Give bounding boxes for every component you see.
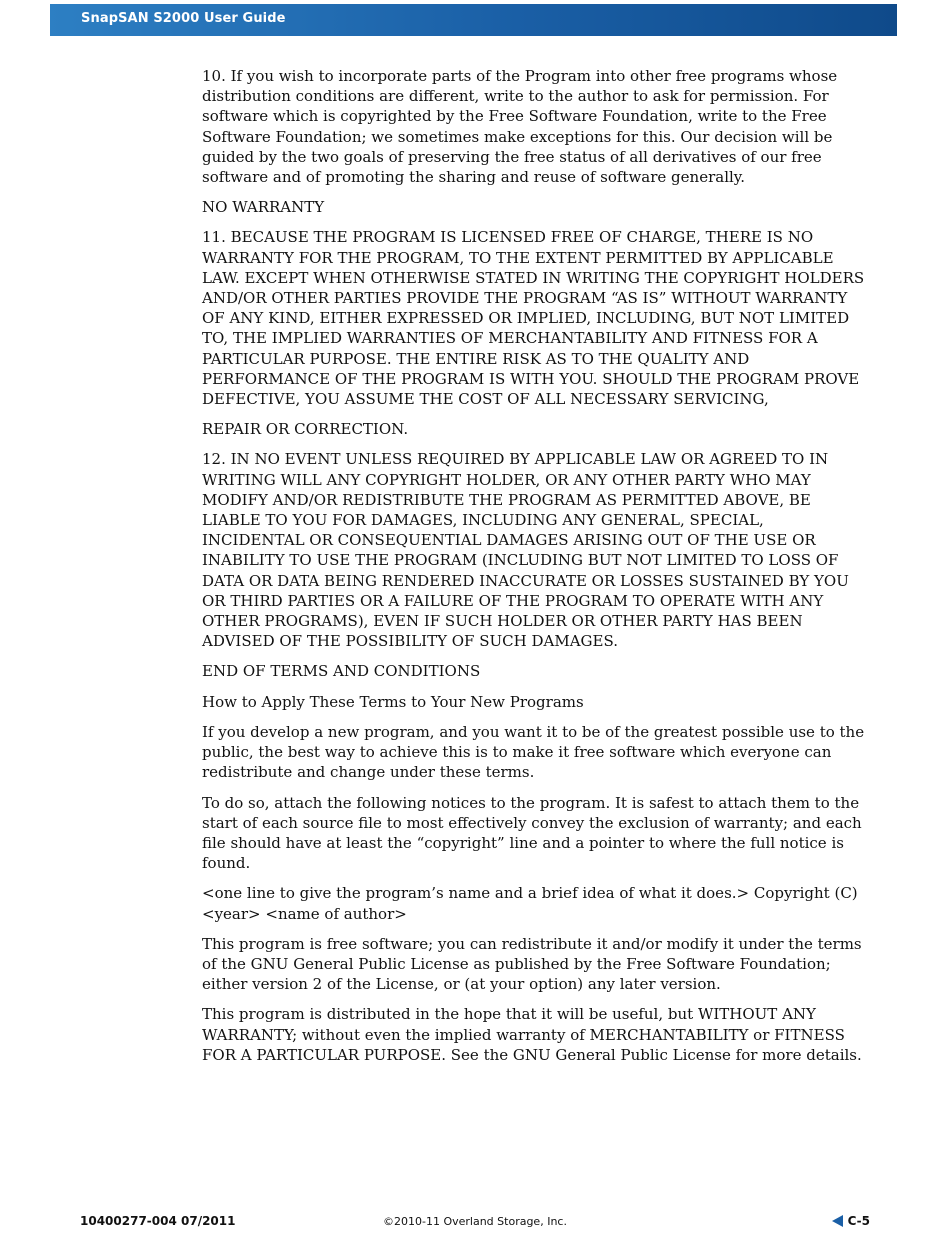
- document-title: SnapSAN S2000 User Guide: [81, 11, 286, 26]
- paragraph-notice-template: <one line to give the program’s name and a brief idea of what it does.> Copyright (C) <year> <name of author>: [202, 884, 858, 923]
- paragraph-attach-notices: To do so, attach the following notices to the program. It is safest to attach them to the start of each source file to most effectively convey the exclusion of warranty; and each file should have at least the “copyright” line and a pointer to where the full notice is found.: [202, 793, 862, 873]
- paragraph-10-redistribution: 10. If you wish to incorporate parts of the Program into other free programs whose distribution conditions are different, write to the author to ask for permission. For software which is copyrighted by the Free Software Foundation, write to the Free Software Foundation; we sometimes make exceptions for this. Our decision will be guided by the two goals of preserving the free status of all derivatives of our free software and of promoting the sharing and reuse of software generally.: [202, 67, 838, 187]
- paragraph-distribution-hope: This program is distributed in the hope that it will be useful, but WITHOUT ANY WARRANTY; without even the implied warranty of MERCHANTABILITY or FITNESS FOR A PARTICULAR PURPOSE. See the GNU General Public License for more details.: [202, 1005, 862, 1064]
- paragraph-repair: REPAIR OR CORRECTION.: [202, 420, 409, 439]
- heading-how-to-apply: How to Apply These Terms to Your New Programs: [202, 692, 584, 711]
- heading-end-of-terms: END OF TERMS AND CONDITIONS: [202, 662, 481, 681]
- paragraph-free-software: This program is free software; you can redistribute it and/or modify it under the terms of the GNU General Public License as published by the Free Software Foundation; either version 2 of the License, or (at your option) any later version.: [202, 934, 862, 994]
- paragraph-develop-program: If you develop a new program, and you want it to be of the greatest possible use to the public, the best way to achieve this is to make it free software which everyone can redistribute and change under these terms.: [202, 722, 865, 782]
- triangle-left-icon[interactable]: [832, 1215, 843, 1227]
- footer-page-nav: [832, 1214, 870, 1228]
- page-number: C-5: [847, 1214, 870, 1228]
- paragraph-12-liability: 12. IN NO EVENT UNLESS REQUIRED BY APPLICABLE LAW OR AGREED TO IN WRITING WILL ANY COPYRIGHT HOLDER, OR ANY OTHER PARTY WHO MAY MODIFY AND/OR REDISTRIBUTE THE PROGRAM AS PERMITTED ABOVE, BE LIABLE TO YOU FOR DAMAGES, INCLUDING ANY GENERAL, SPECIAL, INCIDENTAL OR CONSEQUENTIAL DAMAGES ARISING OUT OF THE USE OR INABILITY TO USE THE PROGRAM (INCLUDING BUT NOT LIMITED TO LOSS OF DATA OR DATA BEING RENDERED INACCURATE OR LOSSES SUSTAINED BY YOU OR THIRD PARTIES OR A FAILURE OF THE PROGRAM TO OPERATE WITH ANY OTHER PROGRAMS), EVEN IF SUCH HOLDER OR OTHER PARTY HAS BEEN ADVISED OF THE POSSIBILITY OF SUCH DAMAGES.: [202, 450, 849, 651]
- footer-copyright: ©2010-11 Overland Storage, Inc.: [383, 1215, 567, 1228]
- header-bar: [50, 4, 897, 36]
- footer-doc-id: 10400277-004 07/2011: [80, 1214, 236, 1228]
- heading-no-warranty: NO WARRANTY: [202, 198, 325, 217]
- page-body: [202, 66, 870, 1075]
- paragraph-11-warranty: 11. BECAUSE THE PROGRAM IS LICENSED FREE OF CHARGE, THERE IS NO WARRANTY FOR THE PROGRAM, TO THE EXTENT PERMITTED BY APPLICABLE LAW. EXCEPT WHEN OTHERWISE STATED IN WRITING THE COPYRIGHT HOLDERS AND/OR OTHER PARTIES PROVIDE THE PROGRAM “AS IS” WITHOUT WARRANTY OF ANY KIND, EITHER EXPRESSED OR IMPLIED, INCLUDING, BUT NOT LIMITED TO, THE IMPLIED WARRANTIES OF MERCHANTABILITY AND FITNESS FOR A PARTICULAR PURPOSE. THE ENTIRE RISK AS TO THE QUALITY AND PERFORMANCE OF THE PROGRAM IS WITH YOU. SHOULD THE PROGRAM PROVE DEFECTIVE, YOU ASSUME THE COST OF ALL NECESSARY SERVICING,: [202, 228, 865, 409]
